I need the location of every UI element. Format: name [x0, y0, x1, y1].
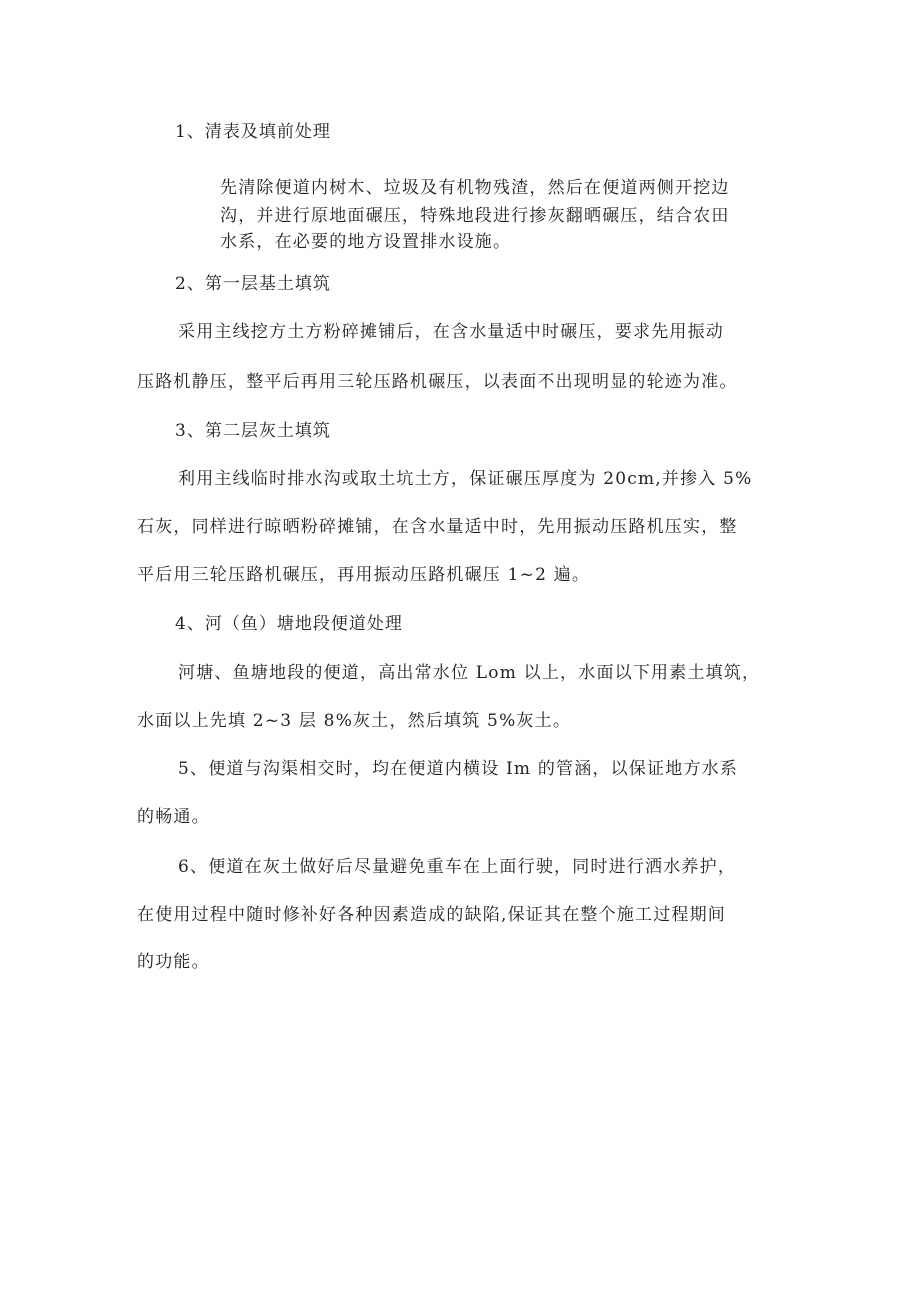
- section-3-line-3: 平后用三轮压路机碾压，再用振动压路机碾压 1~2 遍。: [137, 565, 591, 585]
- section-3-line-2: 石灰，同样进行晾晒粉碎摊铺，在含水量适中时，先用振动压路机压实，整: [137, 517, 738, 537]
- section-2-line-1: 采用主线挖方土方粉碎摊铺后，在含水量适中时碾压，要求先用振动: [178, 322, 724, 342]
- section-1-line-3: 水系，在必要的地方设置排水设施。: [220, 232, 512, 252]
- section-5-line-1: 5、便道与沟渠相交时，均在便道内横设 Im 的管涵，以保证地方水系: [178, 759, 739, 779]
- section-1-line-2: 沟，并进行原地面碾压，特殊地段进行掺灰翻晒碾压，结合农田: [220, 206, 730, 226]
- section-1-heading: 1、清表及填前处理: [175, 122, 331, 142]
- section-3-heading: 3、第二层灰土填筑: [175, 421, 331, 441]
- section-2-heading: 2、第一层基土填筑: [175, 274, 331, 294]
- section-2-line-2: 压路机静压，整平后再用三轮压路机碾压，以表面不出现明显的轮迹为准。: [137, 372, 738, 392]
- section-5-line-2: 的畅通。: [137, 807, 210, 827]
- section-6-line-1: 6、便道在灰土做好后尽量避免重车在上面行驶，同时进行洒水养护，: [178, 857, 737, 877]
- section-4-heading: 4、河（鱼）塘地段便道处理: [175, 614, 403, 634]
- section-6-line-3: 的功能。: [137, 952, 210, 972]
- section-3-line-1: 利用主线临时排水沟或取土坑土方，保证碾压厚度为 20cm,并掺入 5%: [178, 469, 753, 489]
- section-4-line-1: 河塘、鱼塘地段的便道，高出常水位 Lom 以上，水面以下用素土填筑，: [178, 663, 761, 683]
- section-4-line-2: 水面以上先填 2~3 层 8%灰土，然后填筑 5%灰土。: [137, 711, 572, 731]
- section-6-line-2: 在使用过程中随时修补好各种因素造成的缺陷,保证其在整个施工过程期间: [137, 905, 727, 925]
- section-1-line-1: 先清除便道内树木、垃圾及有机物残渣，然后在便道两侧开挖边: [220, 178, 730, 198]
